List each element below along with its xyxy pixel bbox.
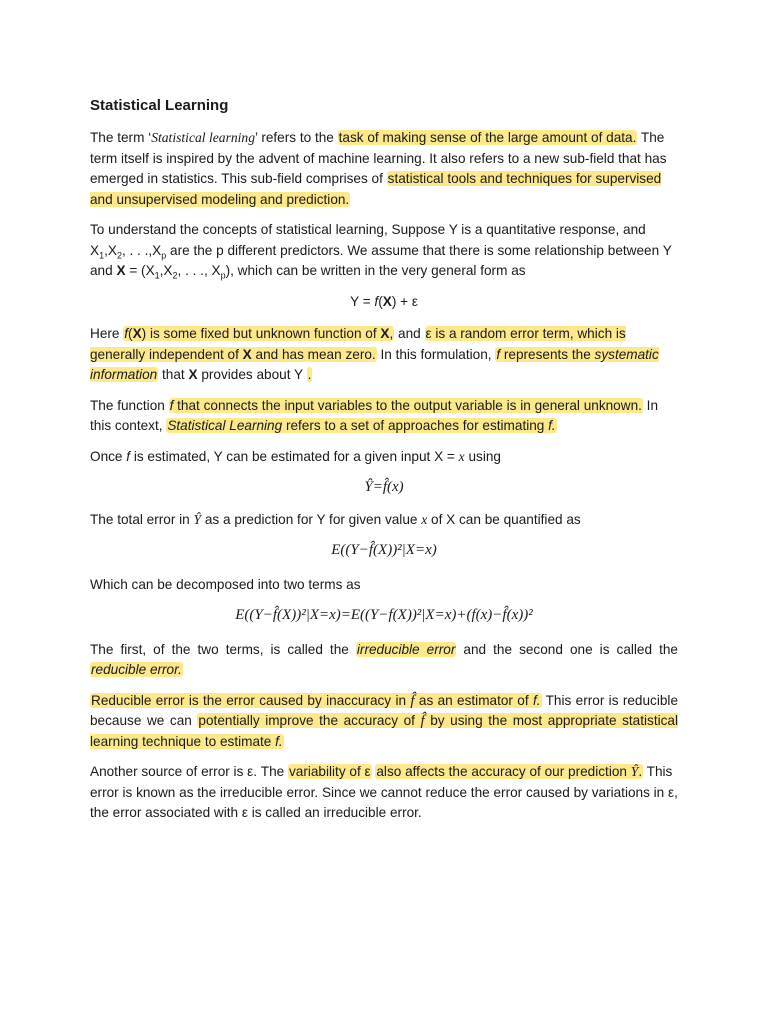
text: f [126,448,131,464]
subscript: 2 [116,250,122,261]
text: The total error in [90,511,194,527]
text: f. [548,418,556,433]
highlight: . [307,367,312,382]
text: Reducible error is the error caused by inaccuracy in [91,692,407,708]
text: by using the most appropriate statistical learning technique to estimate [90,713,679,749]
highlight: variability of ε [288,764,371,779]
text: = (X [125,263,155,278]
equation-estimate: Ŷ=f̂(x) [364,479,404,495]
text: ( [378,293,383,309]
text: f [169,397,174,413]
text: x [421,511,428,527]
text: f̂ [410,692,415,709]
text: ,X [104,242,117,258]
subscript: 2 [172,270,178,281]
text: as a prediction for Y for given value [201,511,422,527]
text: This error is known as the irreducible error. Since we cannot reduce the error caused by variations in ε, the error associated with ε is called an irreducible error. [90,764,678,820]
highlight [166,418,556,433]
highlight: task of making sense of the large amount of data. [338,130,637,145]
paragraph-another-source [90,762,678,824]
subscript: p [161,250,167,261]
text: X [188,367,198,382]
text: f̂ [420,713,425,729]
text: , [389,326,394,341]
text: Another source of error is ε. The [90,764,288,779]
equation-total-error: E((Y−f̂(X))²|X=x) [331,542,437,558]
text: and has mean zero. [251,346,376,362]
paragraph-once [90,447,678,468]
text: , . . ., X [177,263,221,278]
text: x [458,448,465,464]
text: f. [532,692,541,708]
text: , . . .,X [121,242,162,258]
text: ) is some fixed but unknown function of [141,326,381,341]
paragraph-two-terms [90,640,678,681]
subscript: p [220,270,226,281]
paragraph-function [90,396,678,437]
highlight: statistical tools and techniques for supervised and unsupervised modeling and prediction. [90,171,662,207]
highlight [90,693,542,708]
text: In this context, [90,397,659,433]
paragraph-setup [90,220,678,282]
text: and [394,326,425,341]
text: that connects the input variables to the output variable is in general unknown. [173,397,642,413]
text: Here [90,326,124,341]
highlight [169,398,643,413]
text: Ŷ [630,764,639,779]
text: ( [128,326,133,341]
text: potentially improve the accuracy of [198,713,421,728]
text: Once [90,448,127,464]
text: of X can be quantified as [427,511,581,527]
text: The function [90,397,169,413]
text: systematic information [90,346,659,382]
text: . [638,764,643,779]
text: represents the [500,346,595,362]
text: X [132,326,142,341]
text: using [464,448,501,464]
page-title: Statistical Learning [90,97,229,114]
text: and the second one is called the [456,641,678,657]
text: f [124,326,129,341]
text: f [496,346,501,362]
highlight: irreducible error [356,641,456,657]
text: The term ‘ [90,130,152,145]
highlight: reducible error. [91,662,182,677]
equation-decomposition: E((Y−f̂(X))²|X=x)=E((Y−f(X))²|X=x)+(f(x)−f̂(x))² [235,607,533,623]
text: is estimated, Y can be estimated for a given input X = [130,448,459,464]
text: To understand the concepts of statistical learning, Suppose Y is a quantitative response, and X [90,222,646,258]
text: Ŷ [193,511,202,527]
text: are the p different predictors. We assume that there is some relationship between Y and [90,242,672,278]
text: Y = [350,293,375,309]
subscript: 1 [99,250,105,261]
text: X [382,293,392,309]
text: f. [275,733,283,749]
equation-model [90,292,678,313]
subscript: 1 [154,270,160,281]
highlight [123,326,394,341]
text: ’ refers to the [255,130,338,145]
text: In this formulation, [376,346,496,362]
text: X [242,346,252,362]
text: This error is reducible because we can [90,692,678,728]
paragraph-total-error [90,510,678,531]
text-italic: Statistical learning [151,130,256,145]
text: Statistical Learning [167,418,283,433]
text: refers to a set of approaches for estimating [282,418,549,433]
text: as an estimator of [418,692,533,708]
text: also affects the accuracy of our prediction [376,764,631,779]
text: provides about Y [197,367,307,382]
paragraph-here [90,324,678,386]
text: X [380,326,390,341]
paragraph-reducible [90,691,678,753]
text: ε is a random error term, which is generally independent of [90,326,626,362]
text: The term itself is inspired by the advent of machine learning. It also refers to a new sub-field that has emerged in statistics. This sub-field comprises of [90,130,667,186]
text: ,X [159,263,173,278]
bold-x: X [116,263,126,278]
text: that [158,367,189,382]
text: The first, of the two terms, is called the [90,641,356,657]
text: ) + ε [391,293,418,309]
highlight [375,764,643,779]
text: ), which can be written in the very general form as [225,263,526,278]
paragraph-definition [90,128,678,210]
paragraph-decompose: Which can be decomposed into two terms as [90,576,361,592]
text: f [374,293,379,309]
